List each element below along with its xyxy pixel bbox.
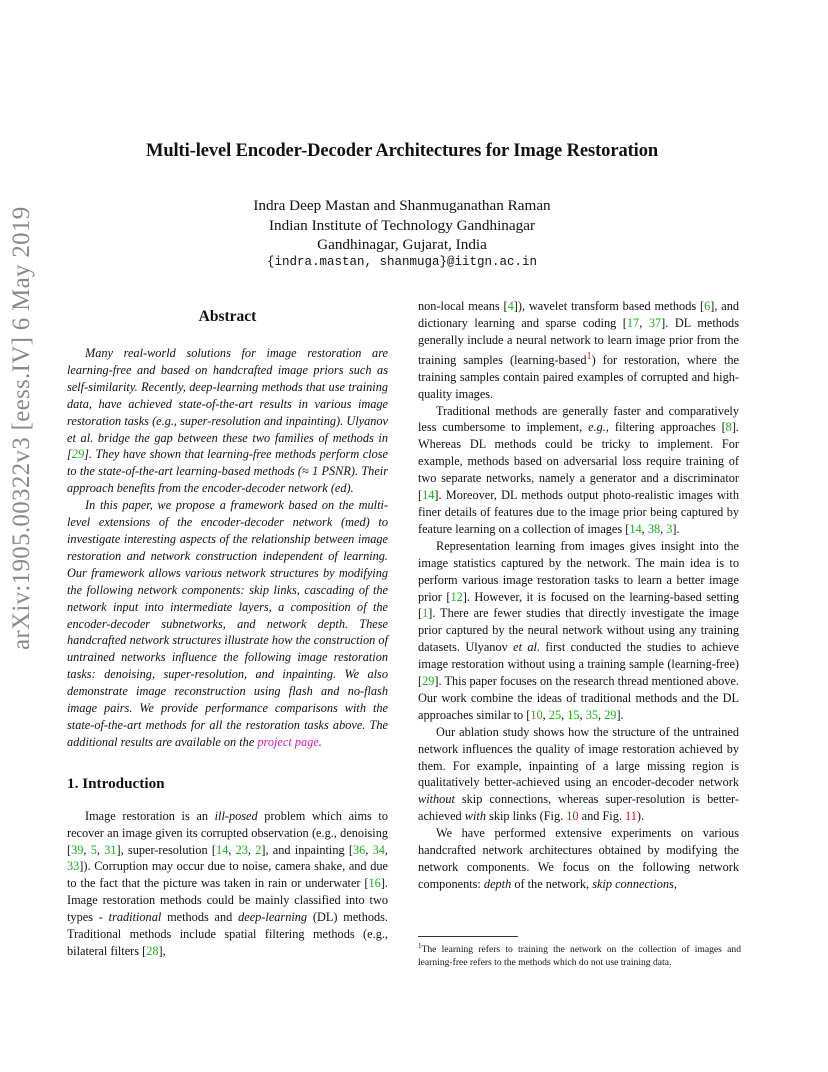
separator: , xyxy=(579,707,586,722)
abstract-text: Many real-world solutions for image restoration are learning-free and based on handcrafted image priors such as self-similarity. Recently, deep-learning methods that use training data, have achieved state-of-the-art results in various image restoration tasks (e.g., super-resolution and inpainting). Ulyanov et al. bridge the gap between these two families of methods in [ xyxy=(67,346,388,462)
body-text: filtering approaches [ xyxy=(608,420,726,435)
citation-link[interactable]: 33 xyxy=(67,859,80,874)
arxiv-sidebar xyxy=(8,206,48,650)
body-text: Our ablation study shows how the structure of the untrained network influences the quality of image restoration achieved by them. For example, inpainting of a large missing region is qualitatively better-achieved using an encoder-decoder network xyxy=(418,724,739,790)
abstract-text: In this paper, we propose a framework based on the multi-level extensions of the encoder-decoder network (med) to investigate interesting aspects of the relationship between image restoration and network construction independent of learning. Our framework allows various network structures by modifying the following network components: skip links, cascading of the network input into intermediate layers, a composition of the encoder-decoder subnetworks, and network depth. These handcrafted network structures illustrate how the construction of untrained networks influence the following image restoration tasks: denoising, super-resolution, and inpainting. We also demonstrate image reconstruction using flash and no-flash image pairs. We provide performance comparisons with the state-of-the-art methods for all the restoration tasks above. The additional results are available on the xyxy=(67,498,388,749)
citation-link[interactable]: 14 xyxy=(215,842,229,857)
body-text: problem which aims to recover an image given its corrupted observation (e.g., denoising [ xyxy=(67,808,388,857)
citation-link[interactable]: 31 xyxy=(104,842,117,857)
separator: , xyxy=(384,842,388,857)
footnote-divider xyxy=(418,936,518,937)
abstract-text: ]. They have shown that learning-free methods perform close to the state-of-the-art learning-based methods (≈ 1 PSNR). Their approach benefits from the encoder-decoder network (ed). xyxy=(67,447,388,496)
figure-link[interactable]: 11 xyxy=(625,809,637,824)
citation-link[interactable]: 4 xyxy=(507,299,514,313)
introduction-heading: 1. Introduction xyxy=(67,774,165,792)
body-text: skip connections, whereas super-resolution is better-achieved xyxy=(418,792,739,824)
citation-link[interactable]: 34 xyxy=(372,842,385,857)
body-text: first conducted the studies to achieve image restoration without using a training sample (learning-free) [ xyxy=(418,640,740,689)
citation-link[interactable]: 36 xyxy=(353,842,366,857)
body-text: Representation learning from images gives insight into the image statistics captured by the network. The main idea is to perform various image restoration tasks to learn a better image prior [ xyxy=(418,538,739,604)
footnote-text: The learning refers to training the network on the collection of images and learning-free refers to the methods which do not use training data. xyxy=(418,944,741,969)
citation-link[interactable]: 2 xyxy=(255,842,262,857)
emphasis-text: deep-learning xyxy=(238,910,308,925)
emphasis-text: e.g., xyxy=(588,420,609,435)
abstract-paragraph-1 xyxy=(67,345,388,497)
citation-link[interactable]: 28 xyxy=(146,944,159,958)
separator: , xyxy=(660,521,667,536)
body-text: methods and xyxy=(161,910,239,925)
body-text: skip links (Fig. xyxy=(485,809,567,824)
citation-link[interactable]: 15 xyxy=(567,707,580,722)
citation-link[interactable]: 1 xyxy=(422,606,429,621)
citation-link[interactable]: 23 xyxy=(235,842,248,857)
citation-link[interactable]: 25 xyxy=(548,707,562,722)
citation-link[interactable]: 29 xyxy=(422,674,435,689)
body-text: ], and inpainting [ xyxy=(261,842,353,857)
body-text: ], xyxy=(158,944,166,958)
right-paragraph-3 xyxy=(418,538,739,724)
body-text: ]), wavelet transform based methods [ xyxy=(513,299,705,313)
body-text: ]. Image restoration methods could be mainly classified into two types - xyxy=(67,876,388,925)
introduction-paragraph xyxy=(67,808,388,960)
right-column xyxy=(418,298,739,893)
separator: , xyxy=(228,842,236,857)
citation-link[interactable]: 38 xyxy=(647,521,661,536)
body-text: ]. xyxy=(672,521,680,536)
body-text: , xyxy=(673,876,677,891)
body-text: Traditional methods are generally faster and comparatively less cumbersome to implement, xyxy=(418,403,739,435)
right-paragraph-1 xyxy=(418,298,739,403)
separator: , xyxy=(542,707,549,722)
body-text: ). xyxy=(636,809,645,824)
citation-link[interactable]: 8 xyxy=(725,420,732,435)
body-text: ]. This paper focuses on the research thread mentioned above. Our work combine the ideas of traditional methods and the DL approaches similar to [ xyxy=(418,674,739,722)
separator: , xyxy=(83,842,91,857)
citation-link[interactable]: 14 xyxy=(422,488,435,503)
separator: , xyxy=(365,842,373,857)
citation-link[interactable]: 37 xyxy=(648,315,662,330)
right-paragraph-5 xyxy=(418,825,739,893)
body-text: ]. However, it is focused on the learning-based setting [ xyxy=(418,589,740,621)
abstract-heading: Abstract xyxy=(198,308,257,325)
citation-link[interactable]: 35 xyxy=(585,707,598,722)
separator: , xyxy=(247,842,256,857)
abstract-paragraph-2 xyxy=(67,497,388,751)
citation-link[interactable]: 17 xyxy=(626,315,640,330)
body-text: of the network, xyxy=(511,876,593,891)
body-text: ]. Whereas DL methods could be tricky to implement. For example, methods based on adversarial loss require training of two separate networks, namely a generator and a discriminator [ xyxy=(418,420,739,503)
citation-link[interactable]: 14 xyxy=(629,521,642,536)
location: Gandhinagar, Gujarat, India xyxy=(317,236,487,253)
abstract-text: . xyxy=(318,734,322,749)
body-text: ) for restoration, where the training samples contain paired examples of corrupted and high-quality images. xyxy=(418,352,739,401)
body-text: ]. Moreover, DL methods output photo-realistic images with finer details of features due to the image prior being captured by feature learning on a collection of images [ xyxy=(418,488,739,536)
emphasis-text: traditional xyxy=(108,910,162,925)
separator: , xyxy=(561,707,568,722)
left-column xyxy=(67,306,388,960)
body-text: ], super-resolution [ xyxy=(116,842,216,857)
author-names: Indra Deep Mastan and Shanmuganathan Raman xyxy=(253,197,551,214)
body-text: (DL) methods. Traditional methods include spatial filtering methods (e.g., bilateral filters [ xyxy=(67,910,388,958)
body-text: ]). Corruption may occur due to noise, camera shake, and due to the fact that the picture was taken in rain or underwater [ xyxy=(67,859,388,891)
body-text: and Fig. xyxy=(578,809,626,824)
right-paragraph-2 xyxy=(418,403,739,538)
emphasis-text: with xyxy=(464,809,486,824)
project-page-link[interactable]: project page xyxy=(257,734,319,749)
body-text: We have performed extensive experiments on various handcrafted network architectures obtained by modifying the network components. We focus on the following network components: xyxy=(418,826,739,891)
author-email: {indra.mastan, shanmuga}@iitgn.ac.in xyxy=(266,255,538,269)
separator: , xyxy=(96,842,105,857)
separator: , xyxy=(639,315,649,330)
affiliation: Indian Institute of Technology Gandhinagar xyxy=(268,216,536,234)
body-text: non-local means [ xyxy=(418,299,508,313)
citation-link[interactable]: 5 xyxy=(90,842,97,857)
citation-link[interactable]: 29 xyxy=(604,707,617,722)
citation-link[interactable]: 10 xyxy=(530,707,543,722)
paper-title: Multi-level Encoder-Decoder Architectures for Image Restoration xyxy=(145,141,659,161)
author-block xyxy=(150,196,654,255)
separator: , xyxy=(641,521,648,536)
body-text: ], and dictionary learning and sparse coding [ xyxy=(418,299,739,330)
footnote-marker[interactable]: 1 xyxy=(586,350,592,362)
body-text: ]. DL methods generally include a neural network to learn image prior from the training samples (learning-based xyxy=(418,315,739,367)
figure-link[interactable]: 10 xyxy=(566,809,579,824)
emphasis-text: et al. xyxy=(513,640,541,655)
citation-link[interactable]: 12 xyxy=(450,589,463,604)
emphasis-text: without xyxy=(418,792,455,807)
arxiv-identifier: arXiv:1905.00322v3 [eess.IV] 6 May 2019 xyxy=(8,206,35,650)
citation-link[interactable]: 39 xyxy=(71,842,84,857)
emphasis-text: skip connections xyxy=(592,876,674,891)
body-text: Image restoration is an xyxy=(85,808,215,823)
citation-link[interactable]: 6 xyxy=(704,299,711,313)
citation-link[interactable]: 29 xyxy=(71,447,85,462)
emphasis-text: depth xyxy=(483,876,512,891)
body-text: ]. There are fewer studies that directly investigate the image prior captured by the neural network without using any training datasets. Ulyanov xyxy=(418,606,739,655)
separator: , xyxy=(598,707,605,722)
right-paragraph-4 xyxy=(418,724,739,825)
citation-link[interactable]: 3 xyxy=(666,521,673,536)
body-text: ]. xyxy=(616,707,624,722)
footnote xyxy=(418,940,741,970)
footnote-number: 1 xyxy=(418,942,422,950)
citation-link[interactable]: 16 xyxy=(368,876,381,891)
emphasis-text: ill-posed xyxy=(214,808,258,823)
